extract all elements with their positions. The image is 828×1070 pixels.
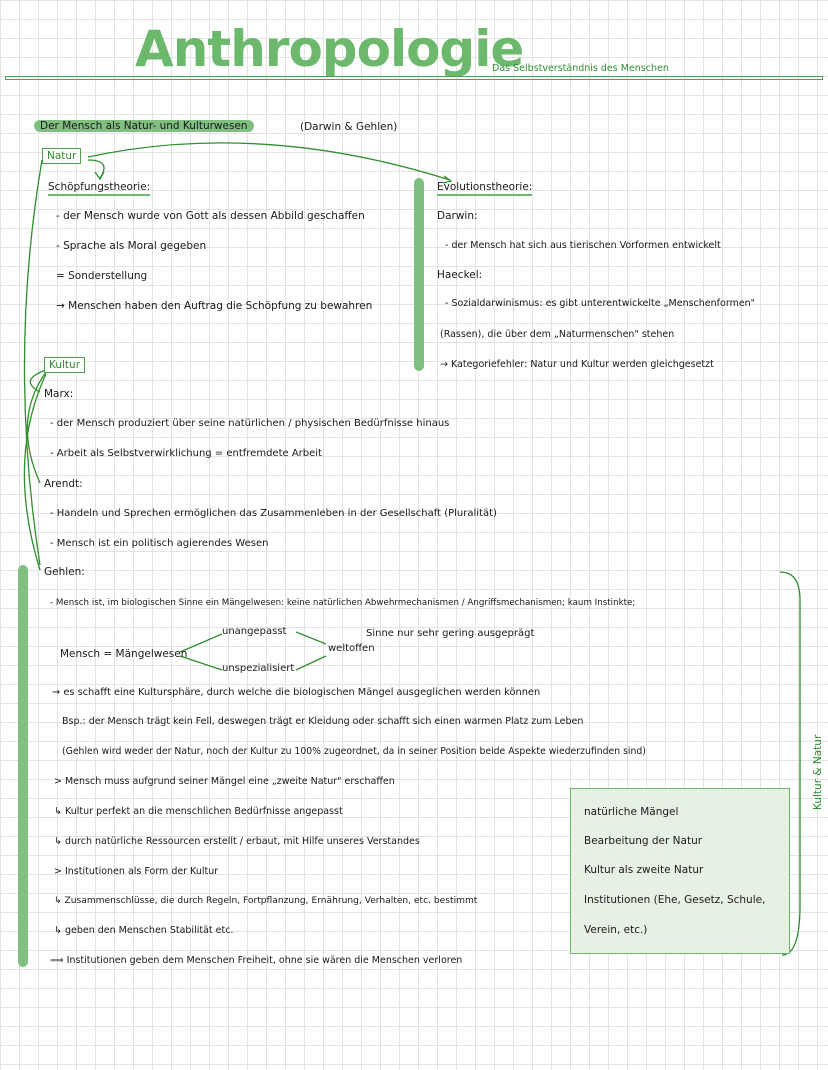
marx-line-1: - der Mensch produziert über seine natürlichen / physischen Bedürfnisse hinaus (50, 418, 450, 429)
box-line-4: Institutionen (Ehe, Gesetz, Schule, (584, 894, 766, 906)
darwin-line: - der Mensch hat sich aus tierischen Vorformen entwickelt (445, 240, 721, 251)
page-subtitle: Das Selbstverständnis des Menschen (492, 63, 669, 74)
haeckel-line-1: - Sozialdarwinismus: es gibt unterentwickelte „Menschenformen" (445, 298, 756, 309)
marx-label: Marx: (44, 388, 74, 400)
kultur-label: Kultur (44, 357, 85, 373)
diagram-bottom: unspezialisiert (222, 663, 295, 674)
gehlen-text-8: ↳ Zusammenschlüsse, die durch Regeln, Fortpflanzung, Ernährung, Verhalten, etc. bestimmt (54, 896, 478, 906)
page-title: Anthropologie (135, 20, 524, 78)
gehlen-text-4: > Mensch muss aufgrund seiner Mängel eine „zweite Natur" erschaffen (54, 776, 395, 787)
haeckel-label: Haeckel: (437, 269, 483, 281)
box-line-5: Verein, etc.) (584, 924, 648, 936)
schoepfung-line-2: - Sprache als Moral gegeben (56, 240, 207, 252)
schoepfung-line-1: - der Mensch wurde von Gott als dessen Abbild geschaffen (56, 210, 365, 222)
gehlen-line-1: - Mensch ist, im biologischen Sinne ein Mängelwesen: keine natürlichen Abwehrmechanismen / Angriffsmechanismen; kaum Instinkte; (50, 598, 636, 608)
gehlen-text-5: ↳ Kultur perfekt an die menschlichen Bedürfnisse angepasst (54, 806, 343, 817)
gehlen-text-3: (Gehlen wird weder der Natur, noch der Kultur zu 100% zugeordnet, da in seiner Position beide Aspekte wiederzufinden sind) (62, 746, 646, 757)
gehlen-label: Gehlen: (44, 566, 85, 578)
schoepfung-line-3: = Sonderstellung (56, 270, 148, 282)
diagram-top: unangepasst (222, 626, 287, 637)
section-authors: (Darwin & Gehlen) (300, 121, 398, 133)
haeckel-line-3: → Kategoriefehler: Natur und Kultur werden gleichgesetzt (440, 359, 714, 370)
schoepfung-line-4: → Menschen haben den Auftrag die Schöpfung zu bewahren (56, 300, 373, 312)
darwin-label: Darwin: (437, 210, 478, 222)
gehlen-text-6: ↳ durch natürliche Ressourcen erstellt / erbaut, mit Hilfe unseres Verstandes (54, 836, 420, 847)
section-heading: Der Mensch als Natur- und Kulturwesen (34, 120, 254, 132)
evolution-heading: Evolutionstheorie: (437, 181, 532, 196)
gehlen-bar (18, 565, 28, 967)
gehlen-text-10: ⟹ Institutionen geben dem Menschen Freiheit, ohne sie wären die Menschen verloren (50, 955, 463, 966)
box-line-3: Kultur als zweite Natur (584, 864, 704, 876)
diagram-center: Mensch = Mängelwesen (60, 648, 188, 660)
gehlen-text-9: ↳ geben den Menschen Stabilität etc. (54, 925, 234, 936)
box-line-1: natürliche Mängel (584, 806, 679, 818)
schoepfung-heading: Schöpfungstheorie: (48, 181, 150, 196)
arendt-line-2: - Mensch ist ein politisch agierendes Wesen (50, 538, 269, 549)
column-divider (414, 178, 424, 371)
diagram-right: weltoffen (328, 643, 375, 654)
natur-label: Natur (42, 148, 81, 164)
gehlen-text-7: > Institutionen als Form der Kultur (54, 866, 219, 877)
arendt-line-1: - Handeln und Sprechen ermöglichen das Zusammenleben in der Gesellschaft (Pluralität) (50, 508, 497, 519)
box-line-2: Bearbeitung der Natur (584, 835, 703, 847)
diagram-note: Sinne nur sehr gering ausgeprägt (366, 628, 535, 639)
marx-line-2: - Arbeit als Selbstverwirklichung = entfremdete Arbeit (50, 448, 322, 459)
gehlen-text-2: Bsp.: der Mensch trägt kein Fell, deswegen trägt er Kleidung oder schafft sich einen warmen Platz zum Leben (62, 716, 584, 727)
haeckel-line-2: (Rassen), die über dem „Naturmenschen" stehen (440, 329, 675, 340)
side-label: Kultur & Natur (812, 734, 824, 810)
gehlen-text-1: → es schafft eine Kultursphäre, durch welche die biologischen Mängel ausgeglichen werden können (52, 687, 541, 698)
arendt-label: Arendt: (44, 478, 83, 490)
